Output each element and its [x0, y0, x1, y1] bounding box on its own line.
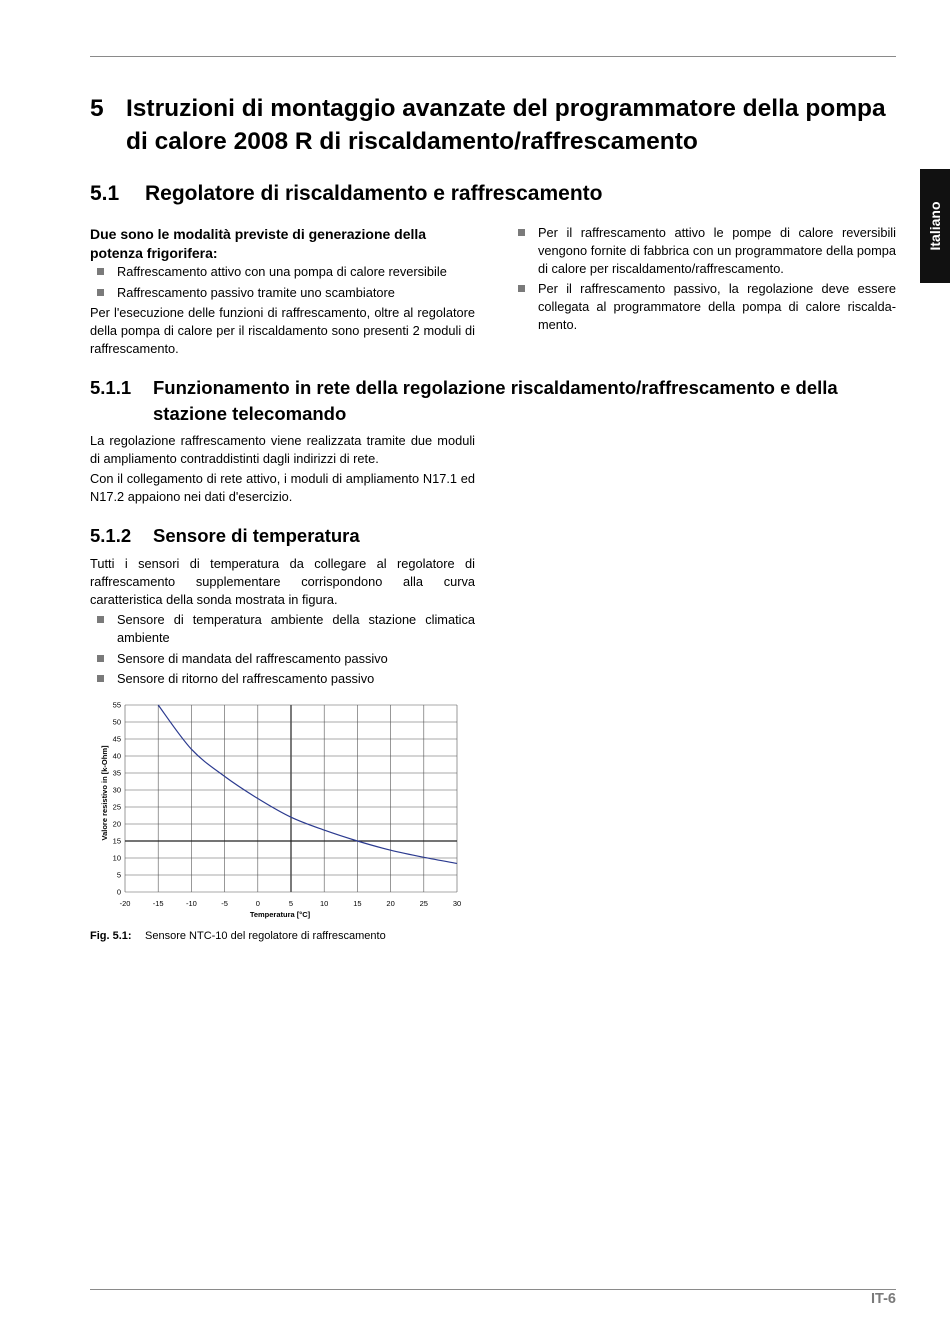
y-tick-label: 20 [112, 819, 121, 829]
language-side-tab [920, 169, 950, 283]
y-tick-label: 0 [116, 887, 121, 897]
page-number: IT-6 [871, 1291, 896, 1307]
bullet-square-icon [518, 229, 525, 236]
section-title: Regolatore di riscaldamento e raffrescamento [145, 182, 603, 205]
section-number: 5.1 [90, 182, 120, 205]
subsection-title: Funzionamento in rete della regolazione riscaldamento/raffrescamento e della stazione telecomando [153, 377, 838, 424]
x-tick-label: 30 [452, 899, 462, 908]
y-tick-labels [113, 701, 121, 897]
y-tick-label: 30 [112, 785, 121, 795]
x-tick-label: 5 [288, 899, 294, 908]
y-tick-label: 55 [112, 700, 121, 710]
subsection-title: Sensore di temperatura [153, 525, 360, 546]
lead-paragraph: Due sono le modalità previste di generazione della potenza frigorifera: [90, 226, 427, 261]
list-item [511, 280, 896, 334]
x-tick-label: -10 [185, 899, 197, 908]
x-tick-label: 15 [353, 899, 362, 908]
list-item-text: Sensore di mandata del raffrescamento passivo [117, 651, 388, 666]
x-tick-label: 20 [386, 899, 395, 908]
subsection-heading [90, 523, 490, 549]
x-axis-label: Temperatura [°C] [249, 910, 311, 919]
body-paragraph: Tutti i sensori di temperatura da collegare al regolatore di raffrescamento supplementare corrispondono alla curva caratteristica della sonda mostrata in figura. [90, 556, 475, 607]
bullet-square-icon [97, 655, 104, 662]
body-paragraph: La regolazione raffrescamento viene realizzata tramite due moduli di ampliamento contraddistinti dagli indirizzi di rete. [90, 433, 475, 466]
section-heading [90, 180, 603, 208]
y-tick-label: 25 [112, 802, 121, 812]
x-tick-label: -5 [221, 899, 228, 908]
bullet-square-icon [97, 675, 104, 682]
bottom-rule [90, 1289, 896, 1290]
bullet-square-icon [97, 268, 104, 275]
side-tab-label: Italiano [927, 201, 943, 251]
list-item-text: Per il raffrescamento attivo le pompe di calore reversibili vengono fornite di fabbrica con un programmatore della pompa di calore per riscaldamento/raffrescamento. [538, 225, 896, 276]
list-item [90, 263, 475, 281]
chapter-title: Istruzioni di montaggio avanzate del programmatore della pompa di calore 2008 R di riscaldamento/raffrescamento [126, 95, 886, 155]
y-tick-label: 50 [112, 717, 121, 727]
chapter-number: 5 [90, 95, 104, 122]
chart-series-line [158, 705, 457, 863]
x-tick-label: 10 [320, 899, 329, 908]
x-tick-label: -20 [119, 899, 131, 908]
list-item-text: Sensore di ritorno del raffrescamento passivo [117, 671, 375, 686]
list-item [90, 284, 475, 302]
list-item-text: Sensore di temperatura ambiente della stazione climatica ambiente [117, 612, 475, 645]
x-tick-label: 0 [255, 899, 260, 908]
y-tick-label: 45 [112, 734, 121, 744]
bullet-square-icon [518, 285, 525, 292]
y-axis-label: Valore resistivo in [k-Ohm] [100, 745, 109, 841]
bullet-square-icon [97, 616, 104, 623]
figure-caption-text: Sensore NTC-10 del regolatore di raffrescamento [145, 930, 386, 942]
chart-grid [125, 705, 457, 892]
x-tick-label: 25 [419, 899, 428, 908]
top-rule [90, 56, 896, 57]
x-tick-label: -15 [152, 899, 164, 908]
list-item [90, 670, 475, 688]
figure-caption [90, 929, 386, 943]
list-item [90, 650, 475, 668]
y-tick-label: 5 [116, 870, 121, 880]
body-paragraph: Per l'esecuzione delle funzioni di raffrescamento, oltre al regolatore della pompa di calore per il riscaldamento sono presenti 2 moduli di raffrescamento. [90, 305, 475, 356]
list-item [90, 611, 475, 647]
bullet-square-icon [97, 289, 104, 296]
figure-label: Fig. 5.1: [90, 930, 132, 942]
ntc-sensor-chart [90, 695, 470, 925]
y-tick-label: 10 [112, 853, 121, 863]
y-tick-label: 40 [112, 751, 121, 761]
list-item-text: Raffrescamento passivo tramite uno scambiatore [117, 285, 395, 300]
subsection-heading [90, 375, 890, 424]
y-tick-label: 15 [112, 836, 121, 846]
x-tick-labels [120, 899, 462, 908]
body-paragraph: Con il collegamento di rete attivo, i moduli di ampliamento N17.1 ed N17.2 appaiono nei dati d'esercizio. [90, 471, 475, 504]
y-tick-label: 35 [112, 768, 121, 778]
list-item-text: Per il raffrescamento passivo, la regolazione deve essere collegata al programmatore della pompa di calore riscalda-mento. [538, 281, 896, 332]
list-item [511, 224, 896, 278]
subsection-number: 5.1.2 [90, 525, 132, 546]
subsection-number: 5.1.1 [90, 377, 132, 398]
list-item-text: Raffrescamento attivo con una pompa di calore reversibile [117, 264, 447, 279]
